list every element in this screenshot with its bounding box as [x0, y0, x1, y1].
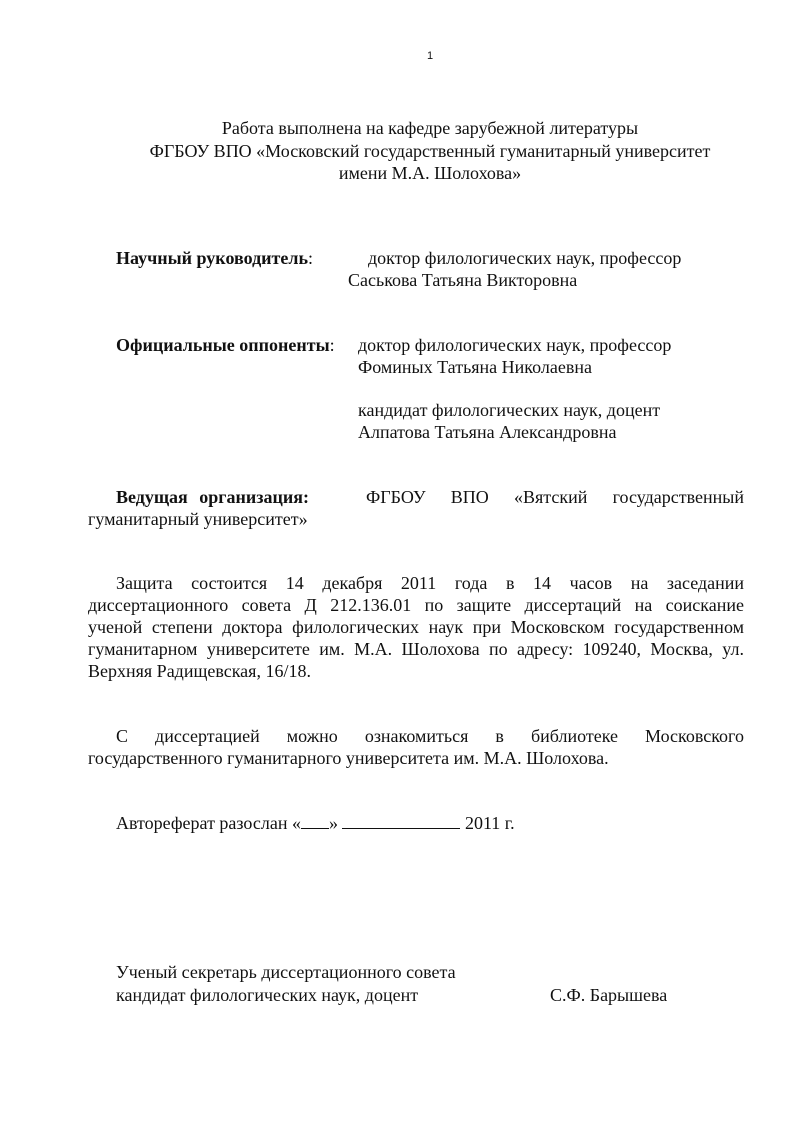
- header-line-2: ФГБОУ ВПО «Московский государственный гуманитарный университет: [149, 141, 711, 161]
- leading-org-line-2: гуманитарный университет»: [88, 509, 308, 529]
- library-line-2: государственного гуманитарного университета им. М.А. Шолохова.: [88, 748, 609, 768]
- sent-year: 2011 г.: [464, 813, 515, 833]
- opponents-label: Официальные оппоненты: [116, 335, 330, 355]
- sent-prefix: Автореферат разослан «: [116, 813, 301, 833]
- header-line-3: имени М.А. Шолохова»: [338, 163, 522, 183]
- supervisor-colon: :: [308, 248, 314, 268]
- defense-line-1: Защита состоится 14 декабря 2011 года в 14 часов на заседании: [116, 573, 744, 593]
- sent-line: [116, 814, 515, 832]
- supervisor-label: Научный руководитель: [116, 248, 308, 268]
- defense-line-4: гуманитарном университете им. М.А. Шолохова по адресу: 109240, Москва, ул.: [88, 639, 744, 659]
- opponents-colon: :: [329, 335, 335, 355]
- defense-line-2: диссертационного совета Д 212.136.01 по защите диссертаций на соискание: [88, 595, 744, 615]
- page-number: 1: [426, 50, 434, 62]
- supervisor-name: Саськова Татьяна Викторовна: [348, 270, 578, 290]
- secretary-name: С.Ф. Барышева: [550, 985, 668, 1005]
- opponent-1-name: Фоминых Татьяна Николаевна: [358, 357, 592, 377]
- library-line-1: С диссертацией можно ознакомиться в библиотеке Московского: [116, 726, 744, 746]
- month-blank: [342, 814, 460, 829]
- secretary-line-2: кандидат филологических наук, доцент: [116, 985, 419, 1005]
- header-line-1: Работа выполнена на кафедре зарубежной литературы: [221, 118, 639, 138]
- opponent-1-degree: доктор филологических наук, профессор: [358, 335, 672, 355]
- sent-quote-close: »: [328, 813, 338, 833]
- opponent-2-name: Алпатова Татьяна Александровна: [358, 422, 617, 442]
- defense-line-5: Верхняя Радищевская, 16/18.: [88, 661, 311, 681]
- opponent-2-degree: кандидат филологических наук, доцент: [358, 400, 661, 420]
- supervisor-degree: доктор филологических наук, профессор: [368, 248, 682, 268]
- opponents-label-block: [116, 336, 335, 354]
- supervisor-label-block: [116, 249, 313, 267]
- leading-org-text: ФГБОУ ВПО «Вятский государственный: [366, 487, 744, 507]
- leading-org-label: Ведущая организация:: [116, 487, 309, 507]
- day-blank: [301, 814, 329, 829]
- defense-line-3: ученой степени доктора филологических наук при Московском государственном: [88, 617, 744, 637]
- secretary-line-1: Ученый секретарь диссертационного совета: [116, 962, 456, 982]
